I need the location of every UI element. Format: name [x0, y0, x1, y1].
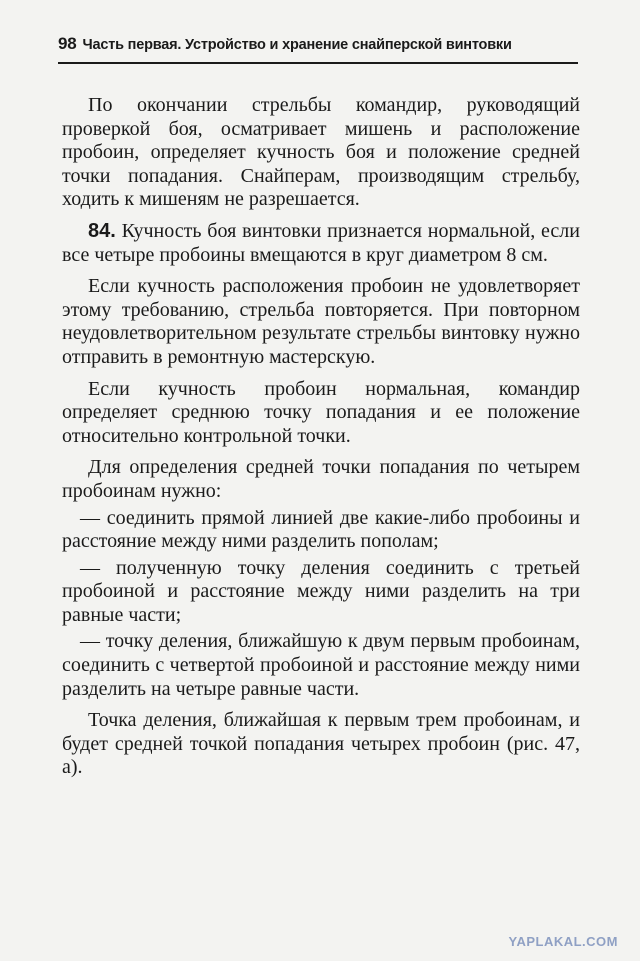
paragraph-3: [62, 275, 580, 369]
header-rule: [58, 62, 578, 64]
watermark: YAPLAKAL.COM: [508, 934, 618, 949]
paragraph-4: [62, 378, 580, 449]
paragraph-text: Кучность боя винтовки признается нормальной, если все четыре пробоины вмещаются в круг диаметром 8 см.: [62, 219, 580, 266]
list-item: — соединить прямой линией две какие-либо пробоины и расстояние между ними разделить пополам;: [62, 506, 580, 553]
closing-paragraph: Точка деления, ближайшая к первым трем пробоинам, и будет средней точкой попадания четырех пробоин (рис. 47, а).: [62, 709, 580, 779]
list-item: — полученную точку деления соединить с третьей пробоиной и расстояние между ними разделить на три равные части;: [62, 556, 580, 626]
running-header: [58, 34, 578, 54]
list-item: — точку деления, ближайшую к двум первым пробоинам, соединить с четвертой пробоиной и расстояние между ними разделить на четыре равные части.: [62, 630, 580, 700]
page-body: [62, 94, 580, 788]
paragraph-text: Для определения средней точки попадания по четырем пробоинам нужно:: [62, 456, 580, 502]
section-number: 84.: [88, 219, 116, 242]
paragraph-1: [62, 94, 580, 212]
paragraph-text: Если кучность расположения пробоин не удовлетворяет этому требованию, стрельба повторяется. При повторном неудовлетворительном результате стрельбы винтовку нужно отправить в ремонтную мастерскую.: [62, 275, 580, 368]
paragraph-5: [62, 456, 580, 503]
paragraph-text: По окончании стрельбы командир, руководящий проверкой боя, осматривает мишень и расположение пробоин, определяет кучность боя и положение средней точки попадания. Снайперам, производящим стрельбу, ходить к мишеням не разрешается.: [62, 94, 580, 211]
paragraph-84: [62, 220, 580, 267]
paragraph-text: Если кучность пробоин нормальная, командир определяет среднюю точку попадания и ее положение относительно контрольной точки.: [62, 377, 580, 447]
chapter-title: Часть первая. Устройство и хранение снайперской винтовки: [82, 37, 512, 53]
page-number: 98: [58, 34, 77, 53]
